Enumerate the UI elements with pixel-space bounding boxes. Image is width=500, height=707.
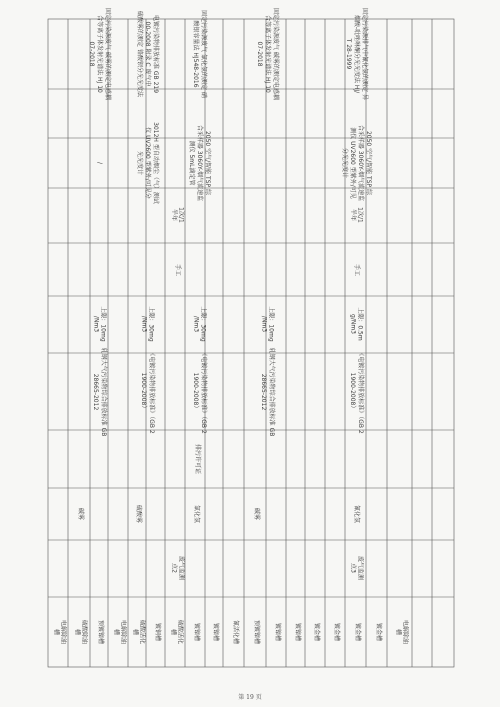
limit-4: 上限：0.5mg/Nm3 [349,307,364,341]
limit-1: 上限：30mg/Nm3 [140,306,155,342]
standard-1: 《电镀污染物排放标准》（GB 21900-2008） [140,350,155,434]
analysis-method-0: 固定污染源废气 碱雾的测定电感耦合等离子体发射光谱法 HJ 1007-2018 [88,8,111,100]
monitoring-point-2: 废气监测点2 [170,555,185,581]
pollutant-2: 氯化氢 [193,504,200,524]
pollutant-4: 氰化氢 [353,504,360,524]
equipment-tank-3: 电解除油槽 [112,619,127,645]
equipment-tank-1: 硫酸除油槽 [73,619,88,645]
method-manual-3: 手工 [353,263,360,277]
analysis-method-3: 固定污染源废气 碱雾的测定电感耦合等离子体发射光谱法 HJ 1007-2018 [256,8,279,100]
equipment-tank-12: 镀镍槽 [294,622,301,642]
equipment-tank-4: 硫酸活化槽 [131,619,146,645]
method-manual-2: 手工 [174,263,181,277]
equipment-tank-6: 硫酸活化槽 [169,619,184,645]
limit-0: 上限：10mg/Nm3 [92,306,107,342]
page-number: 第 19 页 [238,694,262,701]
equipment-tank-11: 镀镍槽 [274,622,281,642]
table-grid [48,19,454,667]
permit-type: 排污许可证 [194,443,201,475]
equipment-tank-17: 电解除油槽 [394,619,409,645]
instrument-g2-2: 2050 空气/智能 TSP 综合采样器 3060Y-烟气流速监测仪 5mL滴定管 [188,124,211,202]
frequency-3: 1次/1半年 [349,207,364,223]
analysis-method-4: 固定污染源排气中氰化氢的测定 异烟酸-吡唑啉酮分光光度法 HJ/T 28-1999 [345,8,368,100]
equipment-tank-2: 预镀镍槽 [97,619,104,645]
equipment-tank-15: 镀金槽 [354,622,361,642]
standard-2: 《电镀污染物排放标准》（GB 21900-2008） [192,350,207,434]
monitoring-point-3: 废气监测点3 [349,555,364,581]
equipment-tank-9: 氰活化槽 [232,619,239,645]
equipment-tank-7: 镀镍槽 [193,622,200,642]
pollutant-0: 碱雾 [77,507,84,521]
limit-2: 上限：30mg/Nm3 [192,306,207,342]
standard-4: 《电镀污染物排放标准》（GB 21900-2008） [349,350,364,434]
standard-0: 轧钢大气污染物综合排放标准 GB28665-2012 [92,347,107,437]
pollutant-1: 硫酸雾 [135,504,142,524]
table-cells [53,8,410,644]
equipment-tank-14: 镀金槽 [333,622,340,642]
instrument-g2-0: / [96,161,103,165]
instrument-g2-1: 3012H 型自动烟尘（气）测试仪 UV2600 型紫外/可见分光光度计 [136,122,159,204]
equipment-tank-10: 预镀镍槽 [253,619,260,645]
instrument-g3-0: 2050 空气/智能 TSP 综合采样器 3060Y-烟气流速监测仪 UV2600 型紫外/可见分光光度计 [341,124,372,202]
pollutant-3: 碱雾 [253,507,260,521]
frequency-2: 1次/1半年 [170,207,185,223]
analysis-method-2: 固定污染源废气 氯化氢的测定 硝酸银容量法 HJ548-2016 [192,10,207,98]
analysis-method-1: 电镀污染物排放标准 GB 21900-2008 附录 C 废气中硫酸雾的测定 铬酸钡分光光度法 [136,11,159,97]
equipment-tank-8: 镀镍槽 [212,622,219,642]
equipment-tank-16: 镀金槽 [375,622,382,642]
equipment-tank-0: 电解除油槽 [52,619,67,645]
equipment-tank-13: 镀金槽 [313,622,320,642]
standard-3: 轧钢大气污染物综合排放标准 GB28665-2012 [260,347,275,437]
limit-3: 上限：10mg/Nm3 [260,306,275,342]
equipment-tank-5: 镀铜槽 [154,622,161,642]
